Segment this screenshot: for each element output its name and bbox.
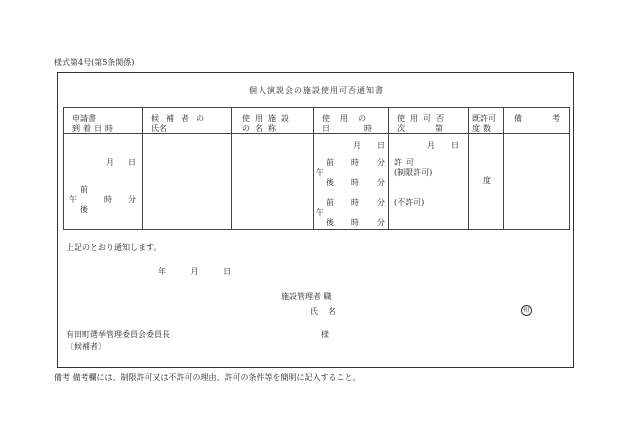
hour-label: 時 — [351, 218, 359, 227]
header-arrival-datetime — [64, 108, 143, 134]
header-text: 候補者の — [151, 114, 211, 123]
notice-date-line — [158, 268, 231, 276]
header-text: 既許可 — [472, 114, 496, 123]
month-label: 月 — [427, 141, 435, 150]
am-label: 前 — [80, 185, 88, 194]
header-text: 次第 — [397, 124, 473, 133]
recipient-candidate-note: 〔候補者〕 — [66, 342, 106, 351]
header-text: 使用の — [322, 114, 376, 123]
hour-label: 時 — [104, 195, 112, 204]
restricted-permit-label: (制限許可) — [394, 168, 433, 177]
year-label: 年 — [158, 267, 166, 276]
header-text: 日時 — [322, 124, 406, 133]
hour-label: 時 — [351, 178, 359, 187]
cell-use-datetime — [314, 134, 389, 230]
pm-label: 後 — [326, 218, 334, 227]
noon-label: 午 — [316, 168, 324, 177]
month-label: 月 — [190, 267, 199, 276]
minute-label: 分 — [377, 158, 385, 167]
am-label: 前 — [326, 158, 334, 167]
header-text: 備考 — [514, 114, 590, 123]
recipient-name: 有田町選挙管理委員会委員長 — [66, 330, 170, 339]
header-text: 氏名 — [151, 124, 167, 133]
header-text: 申請書 — [72, 114, 96, 123]
minute-label: 分 — [377, 178, 385, 187]
header-remarks — [504, 108, 590, 134]
table-header-row — [64, 108, 570, 134]
cell-facility-name — [232, 134, 314, 230]
header-text: 度数 — [472, 124, 494, 133]
times-label: 度 — [483, 176, 491, 185]
notice-statement: 上記のとおり通知します。 — [66, 243, 162, 252]
remarks-note: 備考 備考欄には、制限許可又は不許可の理由、許可の条件等を簡明に記入すること。 — [54, 373, 361, 382]
day-label: 日 — [223, 267, 232, 276]
minute-label: 分 — [128, 195, 136, 204]
hour-label: 時 — [351, 158, 359, 167]
header-text: 使用施設 — [242, 114, 294, 123]
cell-permit-result — [389, 134, 469, 230]
month-label: 月 — [106, 158, 114, 167]
noon-label: 午 — [316, 208, 324, 217]
hour-label: 時 — [351, 198, 359, 207]
pm-label: 後 — [80, 205, 88, 214]
recipient-honorific: 様 — [321, 330, 329, 339]
cell-remarks — [504, 134, 570, 230]
header-text: 到着日時 — [72, 124, 116, 133]
header-previous-permits — [469, 108, 504, 134]
permit-label: 許可 — [394, 158, 418, 167]
header-text: の名称 — [242, 124, 281, 133]
minute-label: 分 — [377, 198, 385, 207]
form-title: 個人演説会の施設使用可否通知書 — [249, 86, 384, 95]
header-facility-name — [232, 108, 314, 134]
denied-label: (不許可) — [394, 198, 425, 207]
table-body-row — [64, 134, 570, 230]
facility-manager-title: 施設管理者 職 — [281, 292, 332, 301]
manager-name-label: 氏名 — [310, 307, 346, 316]
day-label: 日 — [377, 141, 385, 150]
cell-arrival-datetime — [64, 134, 143, 230]
seal-mark: 印 — [521, 305, 532, 316]
notice-form — [57, 72, 590, 368]
am-label: 前 — [326, 198, 334, 207]
header-permit-result — [389, 108, 473, 134]
noon-label: 午 — [69, 195, 77, 204]
header-use-datetime — [314, 108, 406, 134]
pm-label: 後 — [326, 178, 334, 187]
form-table — [63, 107, 590, 230]
cell-candidate-name — [143, 134, 232, 230]
cell-previous-permits — [469, 134, 504, 230]
header-candidate-name — [143, 108, 232, 134]
day-label: 日 — [128, 158, 136, 167]
month-label: 月 — [353, 141, 361, 150]
form-reference: 様式第4号(第5条関係) — [54, 58, 135, 67]
minute-label: 分 — [377, 218, 385, 227]
day-label: 日 — [451, 141, 459, 150]
header-text: 使用可否 — [397, 114, 449, 123]
